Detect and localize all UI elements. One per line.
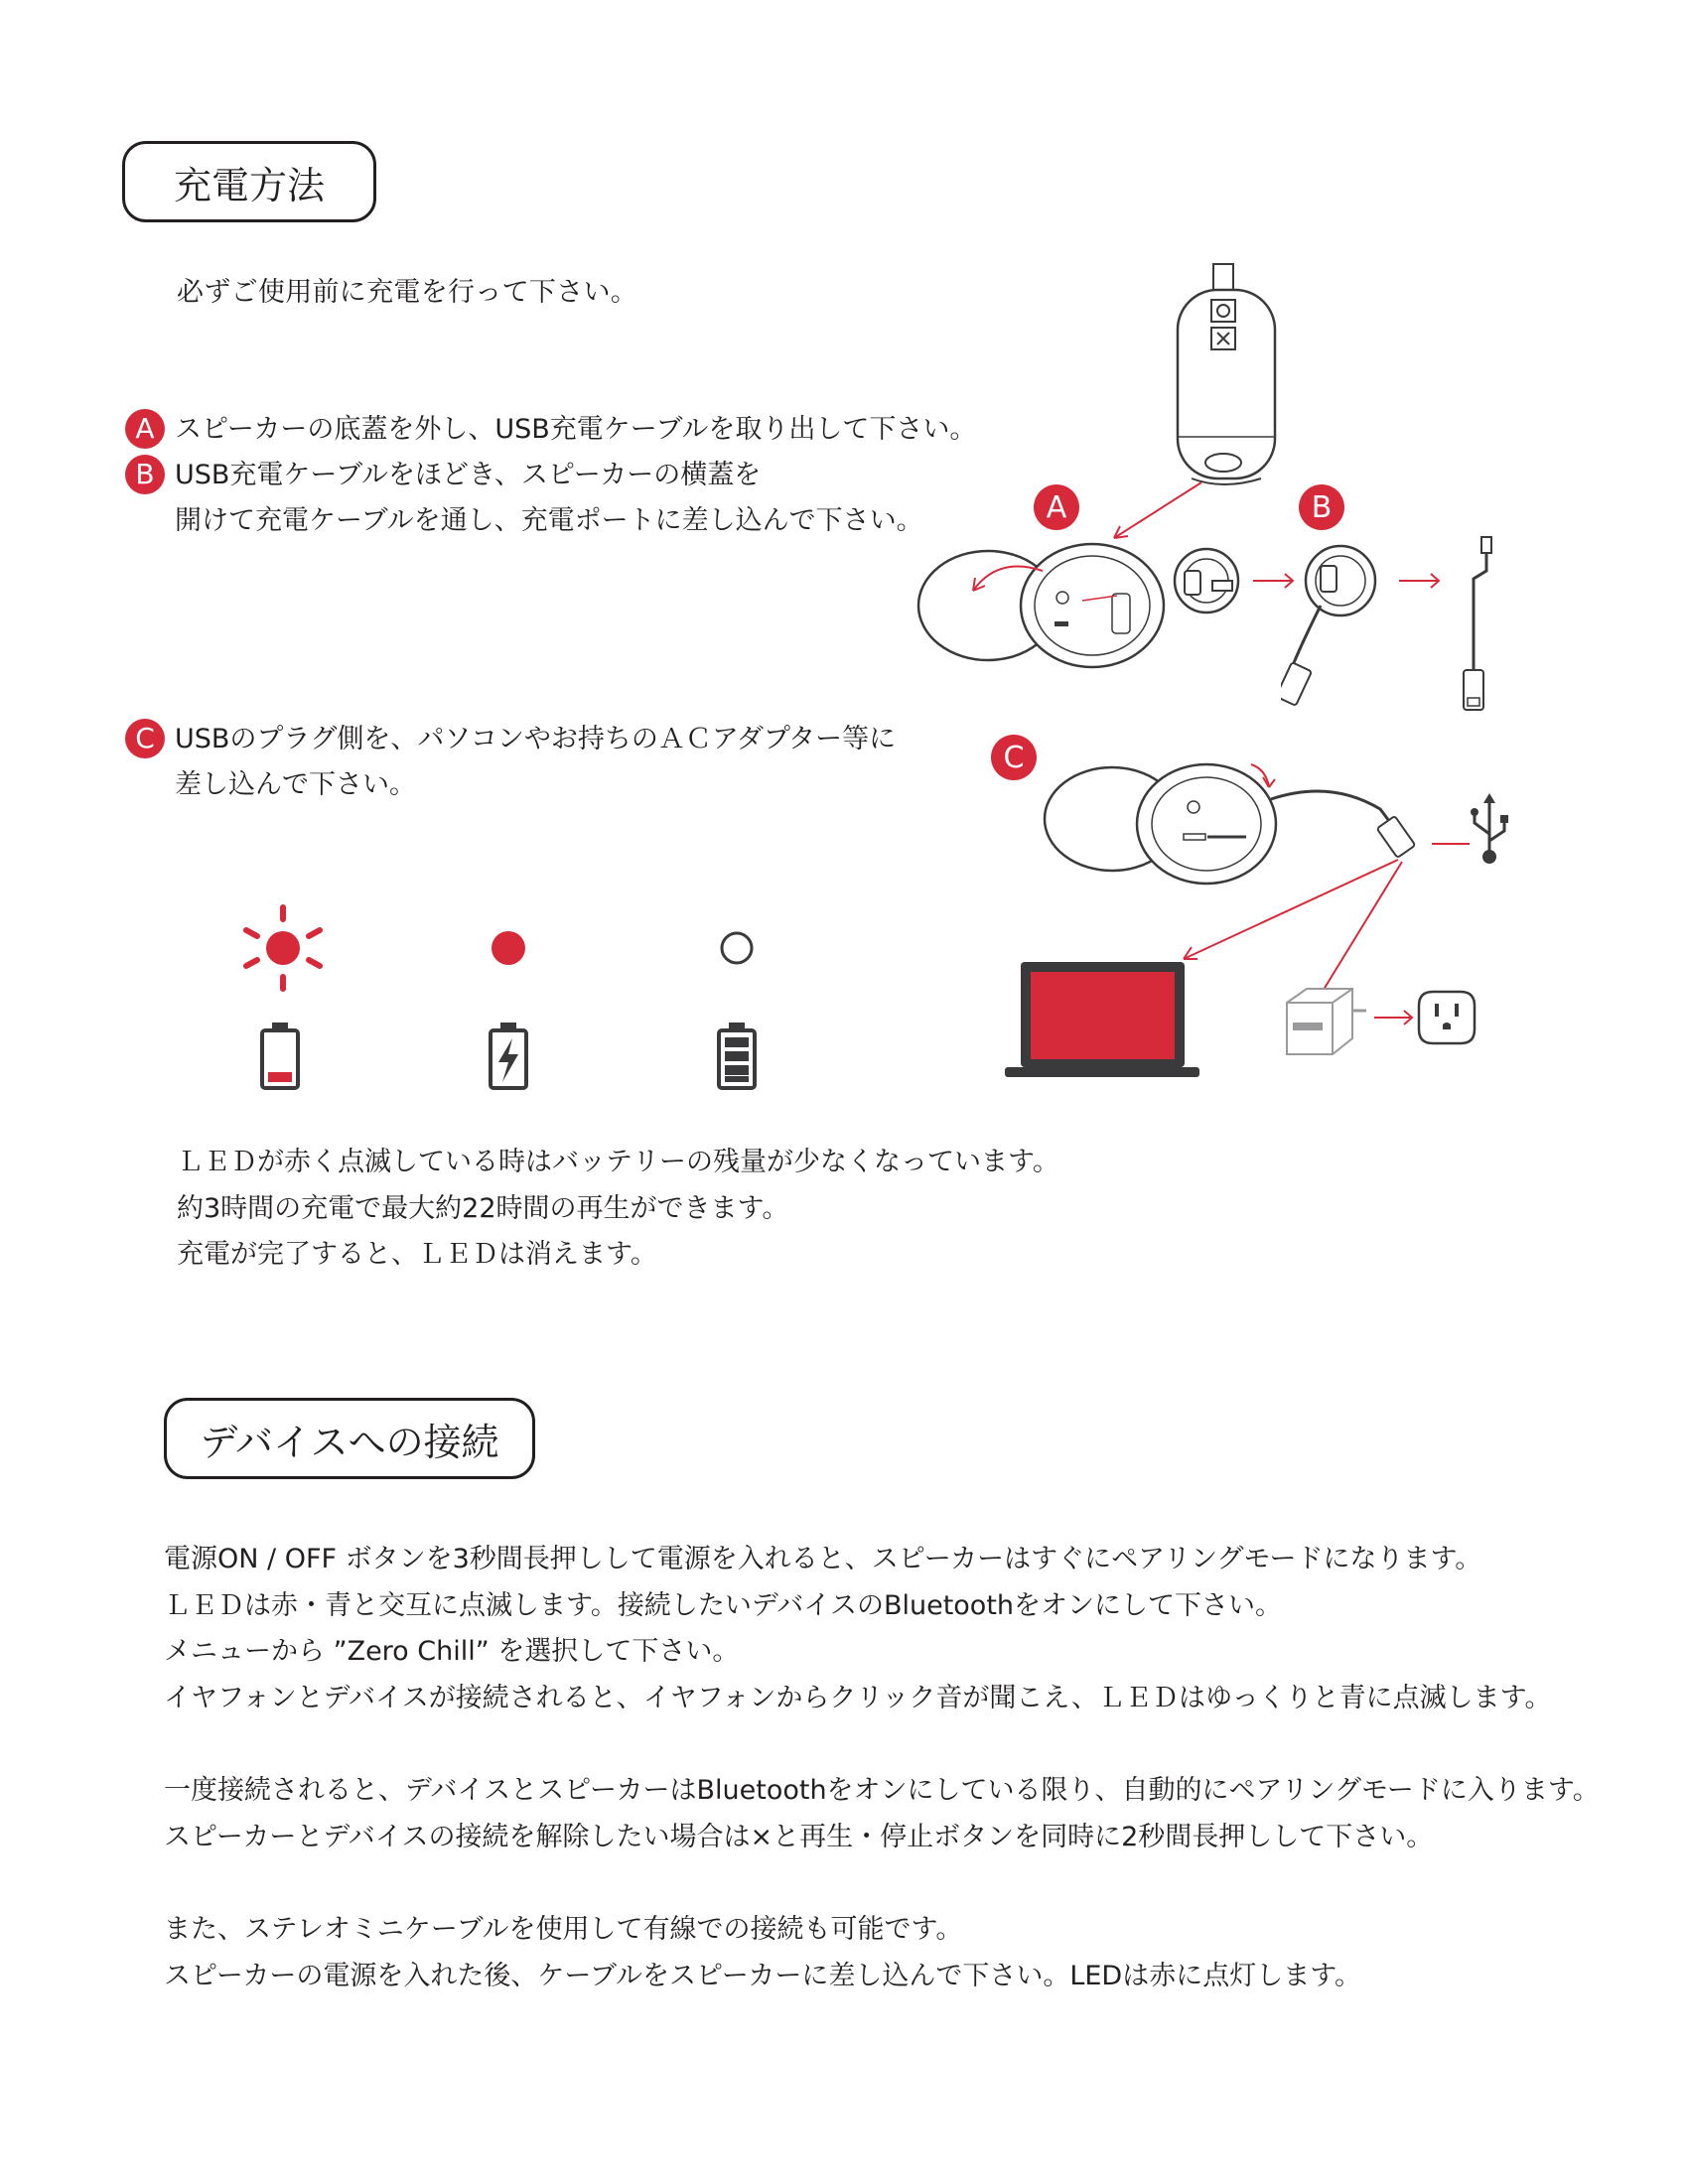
step-b-line-1: USB充電ケーブルをほどき、スピーカーの横蓋を	[175, 460, 762, 490]
connection-line: スピーカーの電源を入れた後、ケーブルをスピーカーに差し込んで下さい。LEDは赤に点灯します。	[164, 1960, 1362, 1991]
step-c-line-1: USBのプラグ側を、パソコンやお持ちのＡＣアダプター等に	[175, 724, 897, 754]
connection-line: メニューから ”Zero Chill” を選択して下さい。	[164, 1636, 740, 1667]
step-a	[125, 407, 976, 453]
charging-intro: 必ずご使用前に充電を行って下さい。	[177, 277, 638, 308]
led-blinking-icon	[238, 903, 328, 993]
connection-line: また、ステレオミニケーブルを使用して有線での接続も可能です。	[164, 1914, 963, 1945]
uncoiled-cable-illustration	[1281, 536, 1400, 715]
connection-paragraph-1	[164, 1537, 1552, 1721]
led-note-line: 約3時間の充電で最大約22時間の再生ができます。	[177, 1192, 789, 1224]
arrow-to-straight-cable	[1395, 566, 1445, 596]
straight-cable-illustration	[1450, 531, 1509, 720]
connection-paragraph-2	[164, 1768, 1600, 1860]
battery-full-icon	[715, 1021, 759, 1092]
speaker-unit-illustration	[1172, 260, 1281, 488]
connection-section-title: デバイスへの接続	[164, 1398, 535, 1479]
charging-section-title: 充電方法	[122, 141, 376, 222]
led-note-line: 充電が完了すると、ＬＥＤは消えます。	[177, 1239, 657, 1270]
arrow-adapter-to-outlet	[1372, 1003, 1418, 1032]
connection-line: 電源ON / OFF ボタンを3秒間長押しして電源を入れると、スピーカーはすぐにペアリングモードになります。	[164, 1544, 1482, 1574]
connection-line: イヤフォンとデバイスが接続されると、イヤフォンからクリック音が聞こえ、ＬＥＤはゆっくりと青に点滅します。	[164, 1682, 1552, 1713]
step-c-badge: C	[125, 719, 165, 758]
figure-badge-a: A	[1034, 484, 1079, 530]
led-on-icon	[489, 928, 528, 968]
led-note-line: ＬＥＤが赤く点滅している時はバッテリーの残量が少なくなっています。	[177, 1147, 1059, 1177]
step-c-line-2: 差し込んで下さい。	[175, 769, 416, 800]
step-a-line-1: スピーカーの底蓋を外し、USB充電ケーブルを取り出して下さい。	[175, 414, 977, 445]
led-off-icon	[717, 928, 757, 968]
battery-charging-icon	[487, 1021, 530, 1092]
connection-line: スピーカーとデバイスの接続を解除したい場合は×と再生・停止ボタンを同時に2秒間長押しして下さい。	[164, 1821, 1434, 1852]
connection-line: 一度接続されると、デバイスとスピーカーはBluetoothをオンにしている限り、自動的にペアリングモードに入ります。	[164, 1775, 1600, 1806]
connection-paragraph-3	[164, 1907, 1361, 1999]
coiled-cable-illustration	[1167, 541, 1246, 620]
battery-low-icon	[258, 1021, 302, 1092]
step-b	[125, 453, 923, 544]
connection-line: ＬＥＤは赤・青と交互に点滅します。接続したいデバイスのBluetoothをオンにして下さい。	[164, 1589, 1283, 1621]
step-a-badge: A	[125, 409, 165, 449]
step-b-badge: B	[125, 455, 165, 494]
laptop-illustration	[1003, 958, 1201, 1082]
wall-outlet-icon	[1415, 988, 1478, 1047]
base-open-illustration	[914, 536, 1172, 685]
step-c	[125, 717, 896, 808]
figure-badge-b: B	[1299, 484, 1344, 530]
ac-adapter-illustration	[1281, 983, 1370, 1062]
led-notes	[177, 1140, 1059, 1279]
step-b-line-2: 開けて充電ケーブルを通し、充電ポートに差し込んで下さい。	[175, 505, 923, 536]
figure-badge-c: C	[991, 735, 1037, 780]
